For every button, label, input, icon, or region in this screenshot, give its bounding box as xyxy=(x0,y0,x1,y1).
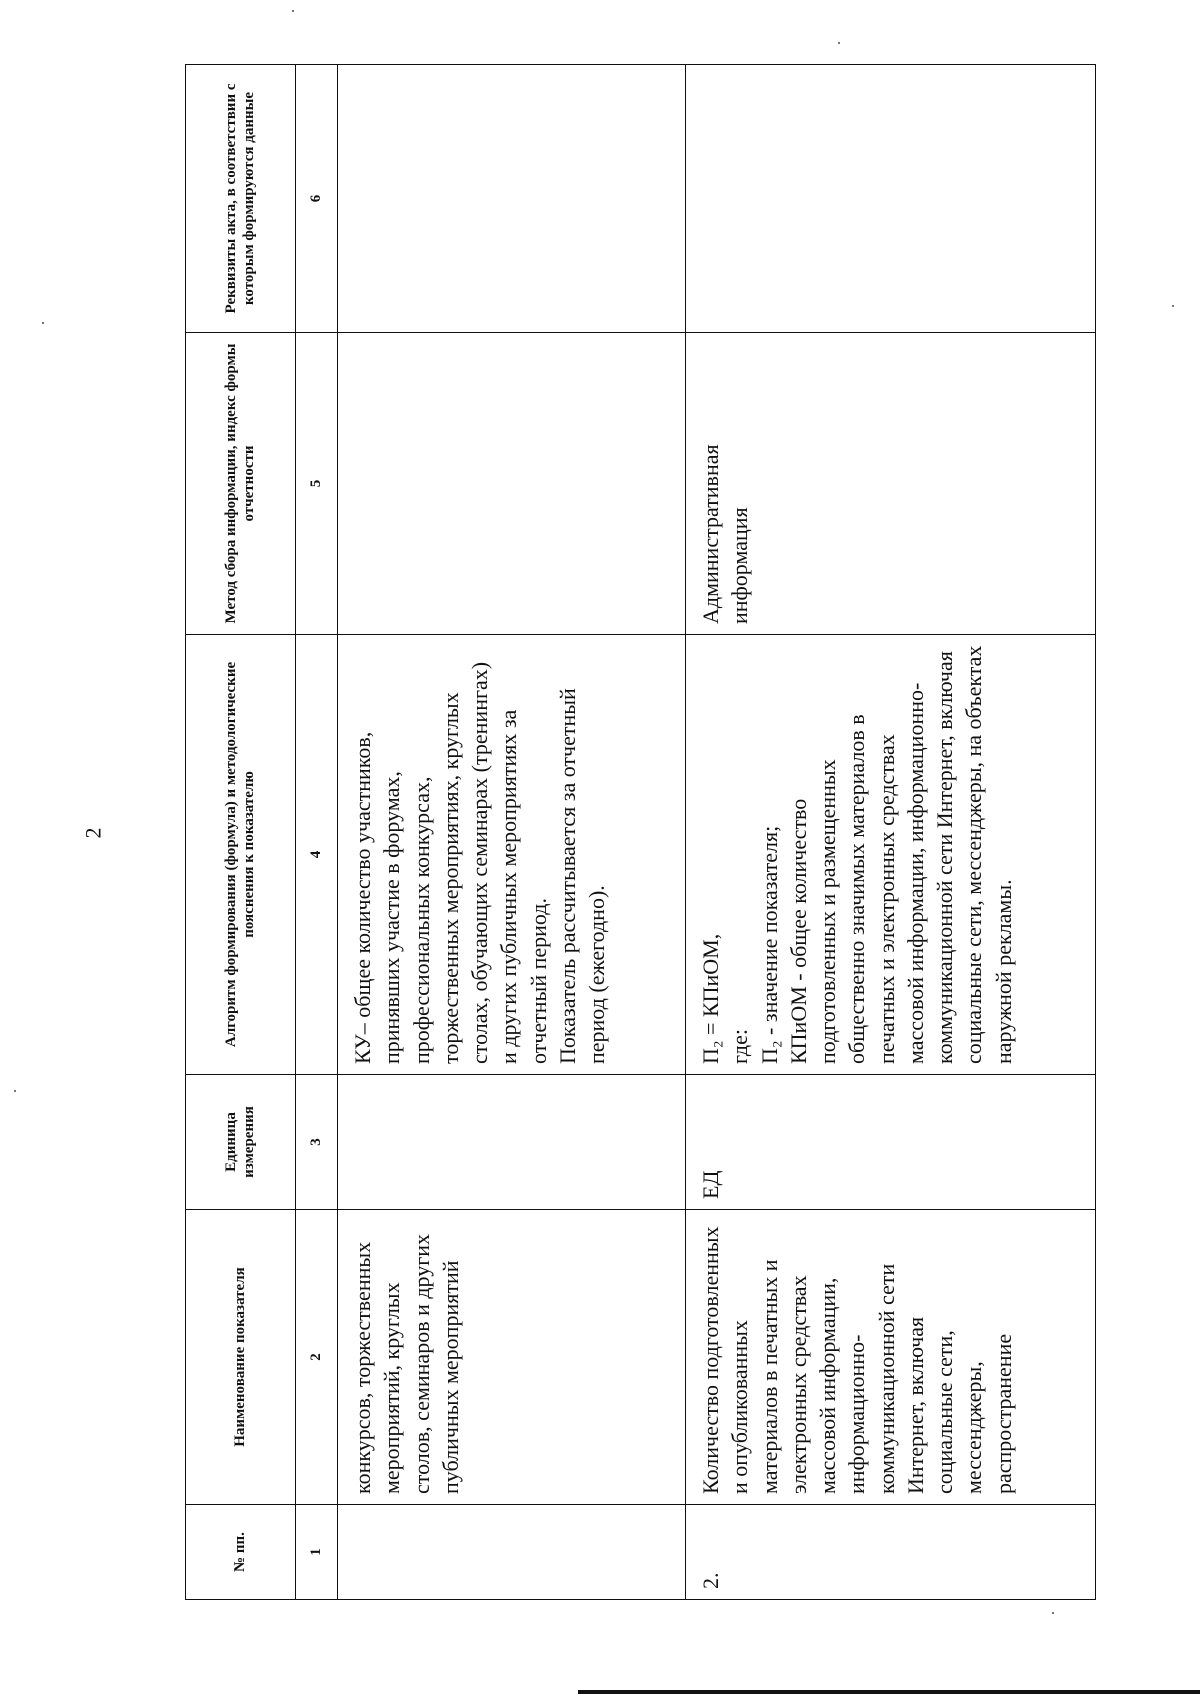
row-requisites xyxy=(686,65,1096,333)
algorithm-line: КУ– общее количество участников, принявших участие в форумах, профессиональных конкурсах, торжественных мероприятиях, круглых столах, обучающих семинарах (тренингах) и других публичных мероприятиях за отчетный период. xyxy=(350,661,551,1064)
algorithm-line: П₂ - значение показателя; xyxy=(756,825,782,1064)
algorithm-line: КПиОМ - общее количество подготовленных и размещенных общественно значимых материалов в печатных и электронных средствах массовой информации, информационно-коммуникационной сети Интернет, включая социальные сети, мессенджеры, на объектах наружной рекламы. xyxy=(785,645,1016,1064)
row-algorithm xyxy=(338,635,686,1075)
row-method xyxy=(338,333,686,635)
table-row xyxy=(338,65,686,1600)
page-number: 2 xyxy=(80,827,106,839)
scan-speck xyxy=(42,322,44,324)
table-header-row xyxy=(186,65,296,1600)
row-num xyxy=(338,1505,686,1600)
scan-speck xyxy=(14,1090,16,1092)
indicator-table xyxy=(185,64,1096,1600)
row-name: конкурсов, торжественных мероприятий, круглых столов, семинаров и других публичных мероприятий xyxy=(338,1210,686,1505)
column-number: 4 xyxy=(296,635,338,1075)
row-num: 2. xyxy=(686,1505,1096,1600)
row-requisites xyxy=(338,65,686,333)
column-number: 2 xyxy=(296,1210,338,1505)
row-unit xyxy=(338,1075,686,1210)
scan-speck xyxy=(1052,1612,1054,1614)
header-name: Наименование показателя xyxy=(186,1210,296,1505)
bottom-edge-line xyxy=(578,1690,1200,1694)
column-number: 3 xyxy=(296,1075,338,1210)
header-requisites: Реквизиты акта, в соответствии с которым формируются данные xyxy=(186,65,296,333)
table-row xyxy=(686,65,1096,1600)
column-number: 5 xyxy=(296,333,338,635)
row-algorithm xyxy=(686,635,1096,1075)
row-name: Количество подготовленных и опубликованных материалов в печатных и электронных средствах массовой информации, информационно-коммуникационной сети Интернет, включая социальные сети, мессенджеры, распространение xyxy=(686,1210,1096,1505)
scan-speck xyxy=(292,10,294,12)
header-num: № пп. xyxy=(186,1505,296,1600)
scan-speck xyxy=(1172,305,1174,307)
column-number: 6 xyxy=(296,65,338,333)
algorithm-line: где: xyxy=(727,1029,753,1064)
row-method: Административная информация xyxy=(686,333,1096,635)
header-unit: Единица измерения xyxy=(186,1075,296,1210)
algorithm-line: Показатель рассчитывается за отчетный период (ежегодно). xyxy=(554,688,609,1064)
scan-speck xyxy=(838,42,840,44)
row-unit: ЕД xyxy=(686,1075,1096,1210)
rotated-page-content xyxy=(185,65,1095,1600)
column-number-row xyxy=(296,65,338,1600)
column-number: 1 xyxy=(296,1505,338,1600)
header-algorithm: Алгоритм формирования (формула) и методологические пояснения к показателю xyxy=(186,635,296,1075)
algorithm-line: П₂ = КПиОМ, xyxy=(698,933,723,1064)
header-method: Метод сбора информации, индекс формы отчетности xyxy=(186,333,296,635)
